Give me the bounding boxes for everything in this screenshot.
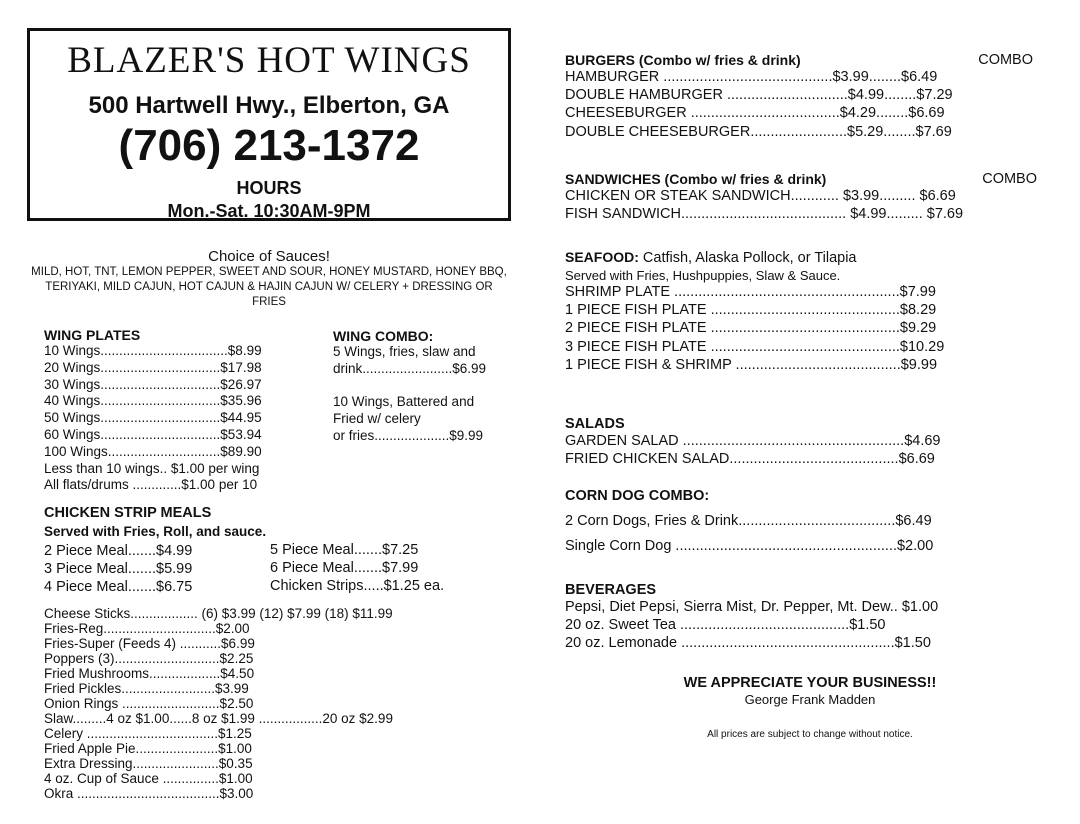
sandwiches-combo-label: COMBO — [982, 171, 1037, 187]
wing-combo-title: WING COMBO: — [333, 328, 434, 344]
list-item: 20 Wings................................$17.98 — [44, 359, 262, 375]
corn-dog-title: CORN DOG COMBO: — [565, 488, 710, 504]
list-item: 1 PIECE FISH & SHRIMP .........................................$9.99 — [565, 356, 938, 373]
address: 500 Hartwell Hwy., Elberton, GA — [88, 92, 450, 119]
chicken-strips-right — [270, 541, 444, 596]
list-item: 10 Wings..................................$8.99 — [44, 343, 262, 358]
list-item: 50 Wings................................$44.95 — [44, 410, 262, 426]
list-item: FISH SANDWICH......................................... $4.99......... $7.69 — [565, 206, 964, 223]
list-item: DOUBLE HAMBURGER ..............................$4.99........$7.29 — [565, 87, 953, 104]
sauces-list: MILD, HOT, TNT, LEMON PEPPER, SWEET AND SOUR, HONEY MUSTARD, HONEY BBQ, TERIYAKI, MILD CAJUN, HOT CAJUN & HAJIN CAJUN W/ CELERY + DRESSING OR FRIES — [31, 266, 507, 308]
list-item: drink........................$6.99 — [333, 360, 487, 376]
list-item: Pepsi, Diet Pepsi, Sierra Mist, Dr. Pepper, Mt. Dew.. $1.00 — [565, 599, 939, 615]
chicken-strips-subtitle: Served with Fries, Roll, and sauce. — [44, 524, 267, 539]
list-item: SHRIMP PLATE ........................................................$7.99 — [565, 284, 936, 300]
list-item: 3 Piece Meal.......$5.99 — [44, 561, 193, 578]
thanks-message: WE APPRECIATE YOUR BUSINESS!! — [683, 675, 937, 691]
chicken-strips-left — [44, 542, 192, 597]
salads-section — [565, 416, 941, 468]
list-item: 3 PIECE FISH PLATE ...............................................$10.29 — [565, 338, 945, 355]
list-item: Cheese Sticks.................. (6) $3.99 (12) $7.99 (18) $11.99 — [44, 606, 393, 621]
corn-dog-section — [565, 488, 933, 555]
list-item: Fries-Reg..............................$2.00 — [44, 621, 250, 636]
list-item: Single Corn Dog .......................................................$2.00 — [565, 538, 934, 555]
list-item: 5 Wings, fries, slaw and — [333, 344, 476, 359]
seafood-section — [565, 249, 944, 374]
sauces-title: Choice of Sauces! — [208, 248, 330, 265]
list-item: HAMBURGER ..........................................$3.99........$6.49 — [565, 69, 938, 85]
list-item: 10 Wings, Battered and — [333, 394, 475, 410]
burgers-combo-label: COMBO — [978, 52, 1033, 68]
list-item: Slaw.........4 oz $1.00......8 oz $1.99 .................20 oz $2.99 — [44, 711, 393, 726]
list-item: Onion Rings ..........................$2.50 — [44, 696, 254, 711]
list-item: 1 PIECE FISH PLATE ...............................................$8.29 — [565, 302, 937, 319]
list-item — [333, 378, 486, 395]
burgers-title: BURGERS (Combo w/ fries & drink) — [565, 52, 801, 68]
owner-name: George Frank Madden — [744, 692, 876, 707]
list-item: DOUBLE CHEESEBURGER........................$5.29........$7.69 — [565, 123, 952, 140]
list-item: FRIED CHICKEN SALAD..........................................$6.69 — [565, 451, 935, 468]
wing-plates-section — [44, 327, 262, 494]
list-item: Fried Mushrooms...................$4.50 — [44, 666, 255, 681]
list-item: 40 Wings................................$35.96 — [44, 393, 262, 409]
list-item: or fries....................$9.99 — [333, 427, 484, 443]
list-item: 5 Piece Meal.......$7.25 — [270, 542, 419, 558]
header-box — [27, 28, 511, 221]
list-item: 4 oz. Cup of Sauce ...............$1.00 — [44, 771, 253, 786]
list-item: Extra Dressing.......................$0.35 — [44, 756, 253, 771]
seafood-title-rest: Catfish, Alaska Pollock, or Tilapia — [638, 250, 857, 266]
list-item: Fried Apple Pie......................$1.00 — [44, 741, 252, 756]
list-item: Fried w/ celery — [333, 411, 421, 427]
sandwiches-section — [565, 171, 1037, 223]
sandwiches-title: SANDWICHES (Combo w/ fries & drink) — [565, 171, 827, 187]
list-item: Fried Pickles.........................$3.99 — [44, 681, 249, 696]
list-item: Less than 10 wings.. $1.00 per wing — [44, 460, 260, 476]
list-item: 4 Piece Meal.......$6.75 — [44, 579, 193, 596]
list-item: All flats/drums .............$1.00 per 10 — [44, 477, 258, 493]
list-item: 2 Piece Meal.......$4.99 — [44, 543, 193, 559]
disclaimer: All prices are subject to change without notice. — [707, 729, 913, 740]
sides-section — [44, 606, 393, 801]
wing-plates-title: WING PLATES — [44, 327, 141, 343]
list-item: 2 Corn Dogs, Fries & Drink.......................................$6.49 — [565, 513, 932, 529]
list-item: 60 Wings................................$53.94 — [44, 426, 262, 442]
footer — [565, 675, 1055, 740]
list-item: Celery ...................................$1.25 — [44, 726, 252, 741]
beverages-section — [565, 582, 938, 653]
phone-number: (706) 213-1372 — [118, 121, 420, 170]
seafood-subtitle: Served with Fries, Hushpuppies, Slaw & Sauce. — [565, 268, 841, 283]
list-item: 20 oz. Lemonade .....................................................$1.50 — [565, 635, 931, 652]
list-item: CHICKEN OR STEAK SANDWICH............ $3.99......... $6.69 — [565, 188, 956, 204]
beverages-title: BEVERAGES — [565, 582, 657, 598]
list-item: 2 PIECE FISH PLATE ...............................................$9.29 — [565, 320, 937, 337]
list-item: CHEESEBURGER .....................................$4.29........$6.69 — [565, 105, 945, 122]
list-item: Chicken Strips.....$1.25 ea. — [270, 578, 445, 595]
hours-label: HOURS — [236, 178, 302, 198]
chicken-strips-section — [44, 505, 266, 539]
seafood-title: SEAFOOD: — [565, 249, 639, 265]
burgers-section — [565, 52, 1033, 141]
list-item: Poppers (3)............................$2.25 — [44, 651, 254, 666]
salads-title: SALADS — [565, 416, 625, 432]
list-item: 30 Wings................................$26.97 — [44, 376, 262, 392]
list-item: GARDEN SALAD .......................................................$4.69 — [565, 433, 941, 449]
list-item: Okra ......................................$3.00 — [44, 786, 254, 801]
wing-combo-section — [333, 328, 486, 445]
restaurant-name: BLAZER'S HOT WINGS — [67, 40, 471, 81]
list-item: 100 Wings..............................$89.90 — [44, 443, 262, 459]
list-item: 6 Piece Meal.......$7.99 — [270, 560, 419, 577]
chicken-strips-title: CHICKEN STRIP MEALS — [44, 505, 212, 521]
hours: Mon.-Sat. 10:30AM-9PM — [167, 201, 371, 221]
list-item: Fries-Super (Feeds 4) ...........$6.99 — [44, 636, 255, 651]
list-item: 20 oz. Sweet Tea ..........................................$1.50 — [565, 617, 886, 634]
